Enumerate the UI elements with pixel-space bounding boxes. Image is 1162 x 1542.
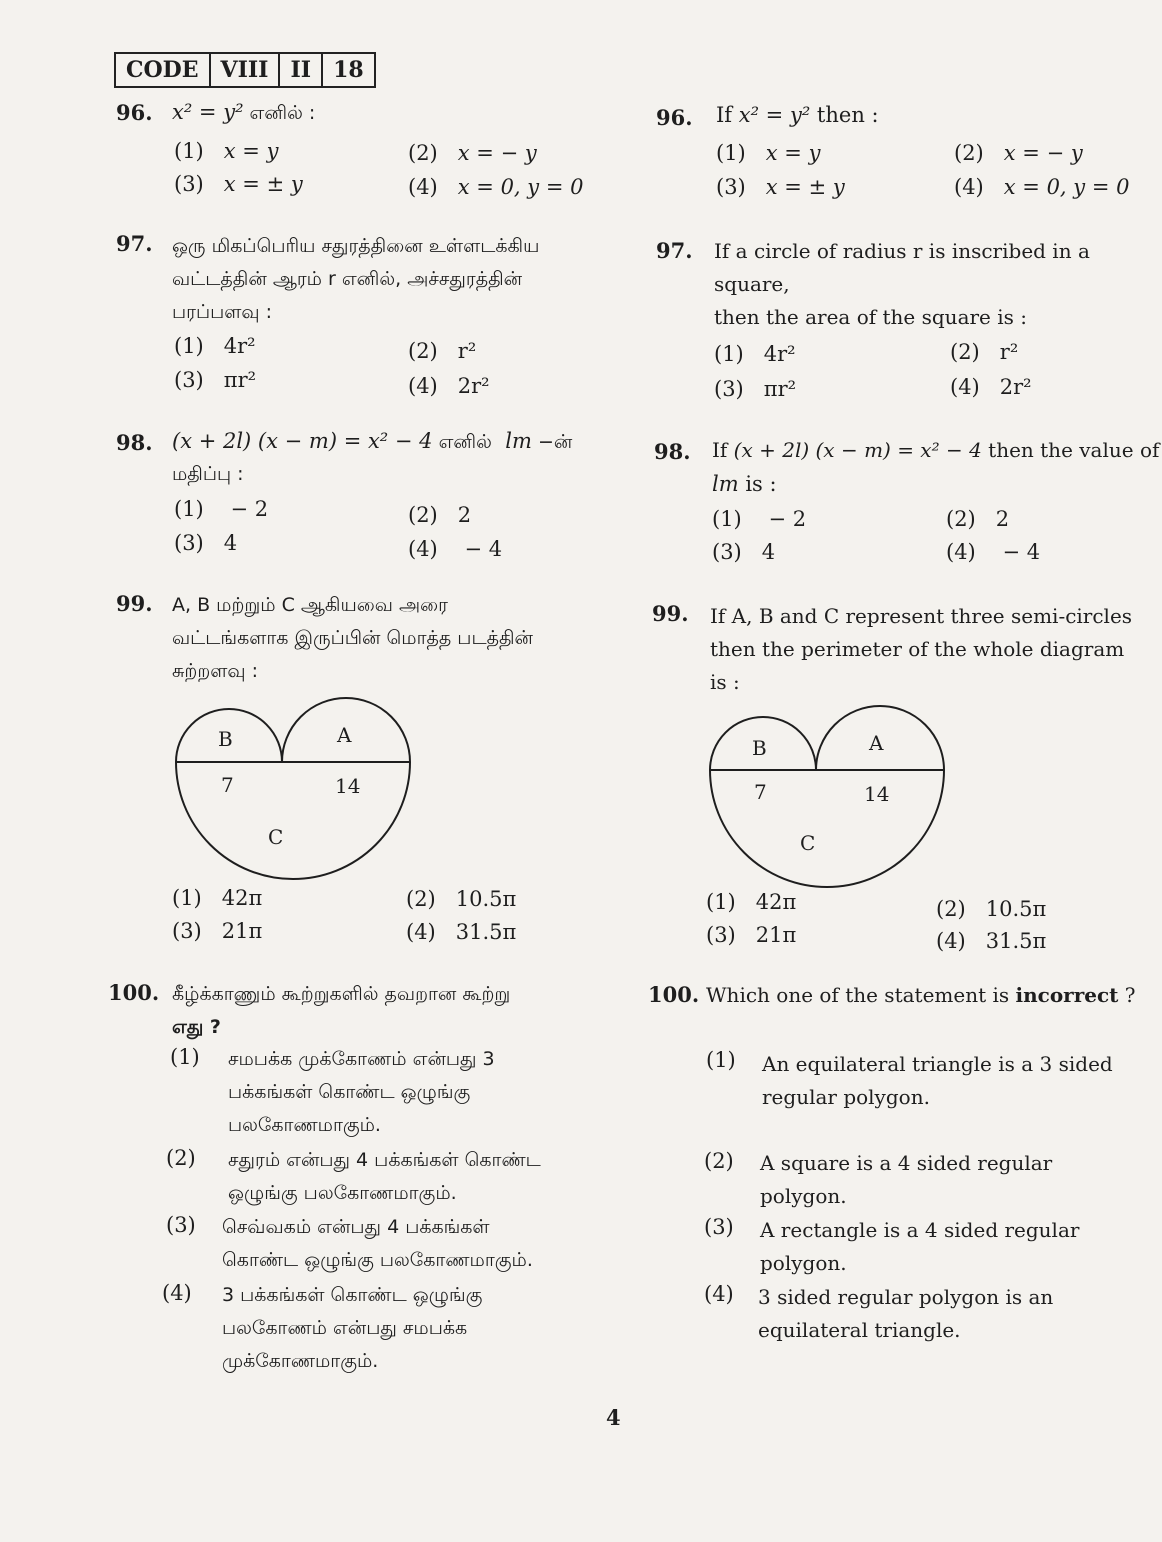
left-q97-stem: ஒரு மிகப்பெரிய சதுரத்தினை உள்ளடக்கிய வட்டத்தின் ஆரம் r எனில், அச்சதுரத்தின் பரப்பளவு : bbox=[172, 235, 540, 323]
label-c: C bbox=[800, 831, 816, 855]
right-q99-opt1: (1) 42π bbox=[706, 890, 797, 914]
right-q96-opt3: (3) x = ± y bbox=[716, 175, 845, 199]
left-q100-opt3-number: (3) bbox=[166, 1213, 196, 1237]
right-q100-opt4-number: (4) bbox=[704, 1282, 734, 1306]
left-q98-stem-line2: மதிப்பு : bbox=[172, 463, 244, 485]
right-q96-number: 96. bbox=[656, 105, 693, 130]
right-q100-opt2-text: A square is a 4 sided regular polygon. bbox=[760, 1151, 1053, 1208]
left-q99-opt1: (1) 42π bbox=[172, 886, 263, 910]
right-q100-opt3-number: (3) bbox=[704, 1215, 734, 1239]
label-c: C bbox=[268, 825, 284, 849]
left-q100-opt1-number: (1) bbox=[170, 1045, 200, 1069]
left-semicircle-diagram bbox=[170, 692, 420, 892]
right-q98-number: 98. bbox=[654, 439, 691, 464]
right-q97-opt4: (4) 2r² bbox=[950, 375, 1032, 399]
right-q98-opt3: (3) 4 bbox=[712, 540, 776, 564]
left-q99-opt2: (2) 10.5π bbox=[406, 887, 517, 911]
left-q98-opt1: (1) − 2 bbox=[174, 497, 269, 521]
code-label: CODE bbox=[126, 57, 199, 83]
left-q100-opt2-text: சதுரம் என்பது 4 பக்கங்கள் கொண்ட ஒழுங்கு பலகோணமாகும். bbox=[228, 1149, 541, 1204]
right-q97-number: 97. bbox=[656, 238, 693, 263]
right-q97-opt3: (3) πr² bbox=[714, 377, 797, 401]
right-q100-number: 100. bbox=[648, 982, 700, 1007]
page-number: 4 bbox=[606, 1405, 621, 1430]
left-q98-number: 98. bbox=[116, 430, 153, 455]
length-a: 14 bbox=[864, 782, 890, 806]
right-q100-opt3-text: A rectangle is a 4 sided regular polygon. bbox=[760, 1218, 1080, 1275]
code-class: VIII bbox=[209, 54, 279, 86]
left-q98-opt2: (2) 2 bbox=[408, 503, 472, 527]
left-q96-opt3: (3) x = ± y bbox=[174, 172, 303, 196]
right-q98-opt1: (1) − 2 bbox=[712, 507, 807, 531]
right-q99-stem: If A, B and C represent three semi-circles then the perimeter of the whole diagram is : bbox=[710, 604, 1133, 694]
left-q97-opt4: (4) 2r² bbox=[408, 374, 490, 398]
right-q97-stem: If a circle of radius r is inscribed in a square, then the area of the square is : bbox=[714, 239, 1090, 329]
left-q96-number: 96. bbox=[116, 100, 153, 125]
right-q97-opt1: (1) 4r² bbox=[714, 342, 796, 366]
left-q100-opt2-number: (2) bbox=[166, 1146, 196, 1170]
code-year: 18 bbox=[321, 54, 374, 86]
right-q100-opt1-number: (1) bbox=[706, 1048, 736, 1072]
left-q96-opt2: (2) x = − y bbox=[408, 141, 537, 165]
left-q97-opt2: (2) r² bbox=[408, 339, 477, 363]
right-q100-opt4-text: 3 sided regular polygon is an equilateral triangle. bbox=[758, 1285, 1054, 1342]
right-q99-number: 99. bbox=[652, 601, 689, 626]
right-q97-opt2: (2) r² bbox=[950, 340, 1019, 364]
right-q100-stem: Which one of the statement is incorrect ? bbox=[706, 983, 1136, 1007]
left-q98-opt3: (3) 4 bbox=[174, 531, 238, 555]
left-q100-stem: கீழ்க்காணும் கூற்றுகளில் தவறான கூற்று எது ? bbox=[172, 983, 511, 1038]
right-q96-opt2: (2) x = − y bbox=[954, 141, 1083, 165]
left-q96-opt1: (1) x = y bbox=[174, 139, 279, 163]
label-b: B bbox=[752, 736, 767, 760]
left-q97-opt1: (1) 4r² bbox=[174, 334, 256, 358]
right-q96-opt4: (4) x = 0, y = 0 bbox=[954, 175, 1130, 199]
left-q100-opt1-text: சமபக்க முக்கோணம் என்பது 3 பக்கங்கள் கொண்ட ஒழுங்கு பலகோணமாகும். bbox=[228, 1048, 495, 1136]
left-q96-opt4: (4) x = 0, y = 0 bbox=[408, 175, 584, 199]
semicircle-c bbox=[710, 770, 944, 887]
length-b: 7 bbox=[754, 780, 767, 804]
right-q100-opt1-text: An equilateral triangle is a 3 sided regular polygon. bbox=[762, 1052, 1113, 1109]
code-header bbox=[114, 52, 376, 88]
left-q100-opt4-number: (4) bbox=[162, 1281, 192, 1305]
left-q99-stem: A, B மற்றும் C ஆகியவை அரை வட்டங்களாக இருப்பின் மொத்த படத்தின் சுற்றளவு : bbox=[172, 594, 533, 682]
length-b: 7 bbox=[221, 773, 234, 797]
left-q97-number: 97. bbox=[116, 231, 153, 256]
left-q97-opt3: (3) πr² bbox=[174, 368, 257, 392]
right-q96-stem: If x² = y² then : bbox=[716, 103, 879, 127]
label-a: A bbox=[869, 731, 884, 755]
left-q98-stem-line1: (x + 2l) (x − m) = x² − 4 எனில் lm −ன் bbox=[172, 429, 573, 453]
left-q99-opt4: (4) 31.5π bbox=[406, 920, 517, 944]
right-q99-opt3: (3) 21π bbox=[706, 923, 797, 947]
code-term: II bbox=[278, 54, 321, 86]
left-q96-stem: x² = y² எனில் : bbox=[172, 100, 316, 124]
left-q99-number: 99. bbox=[116, 591, 153, 616]
left-q99-opt3: (3) 21π bbox=[172, 919, 263, 943]
label-a: A bbox=[337, 723, 352, 747]
right-q98-opt4: (4) − 4 bbox=[946, 540, 1041, 564]
semicircle-c bbox=[176, 762, 410, 879]
length-a: 14 bbox=[335, 774, 361, 798]
left-q100-number: 100. bbox=[108, 980, 160, 1005]
label-b: B bbox=[218, 727, 233, 751]
right-q99-opt4: (4) 31.5π bbox=[936, 929, 1047, 953]
right-semicircle-diagram bbox=[704, 700, 954, 900]
right-q98-stem-line2: lm is : bbox=[712, 472, 777, 496]
right-q98-opt2: (2) 2 bbox=[946, 507, 1010, 531]
right-q100-opt2-number: (2) bbox=[704, 1149, 734, 1173]
left-q98-opt4: (4) − 4 bbox=[408, 537, 503, 561]
right-q98-stem-line1: If (x + 2l) (x − m) = x² − 4 then the value of bbox=[712, 438, 1160, 462]
right-q99-opt2: (2) 10.5π bbox=[936, 897, 1047, 921]
left-q100-opt3-text: செவ்வகம் என்பது 4 பக்கங்கள் கொண்ட ஒழுங்கு பலகோணமாகும். bbox=[222, 1216, 533, 1271]
left-q100-opt4-text: 3 பக்கங்கள் கொண்ட ஒழுங்கு பலகோணம் என்பது சமபக்க முக்கோணமாகும். bbox=[222, 1284, 483, 1372]
right-q96-opt1: (1) x = y bbox=[716, 141, 821, 165]
